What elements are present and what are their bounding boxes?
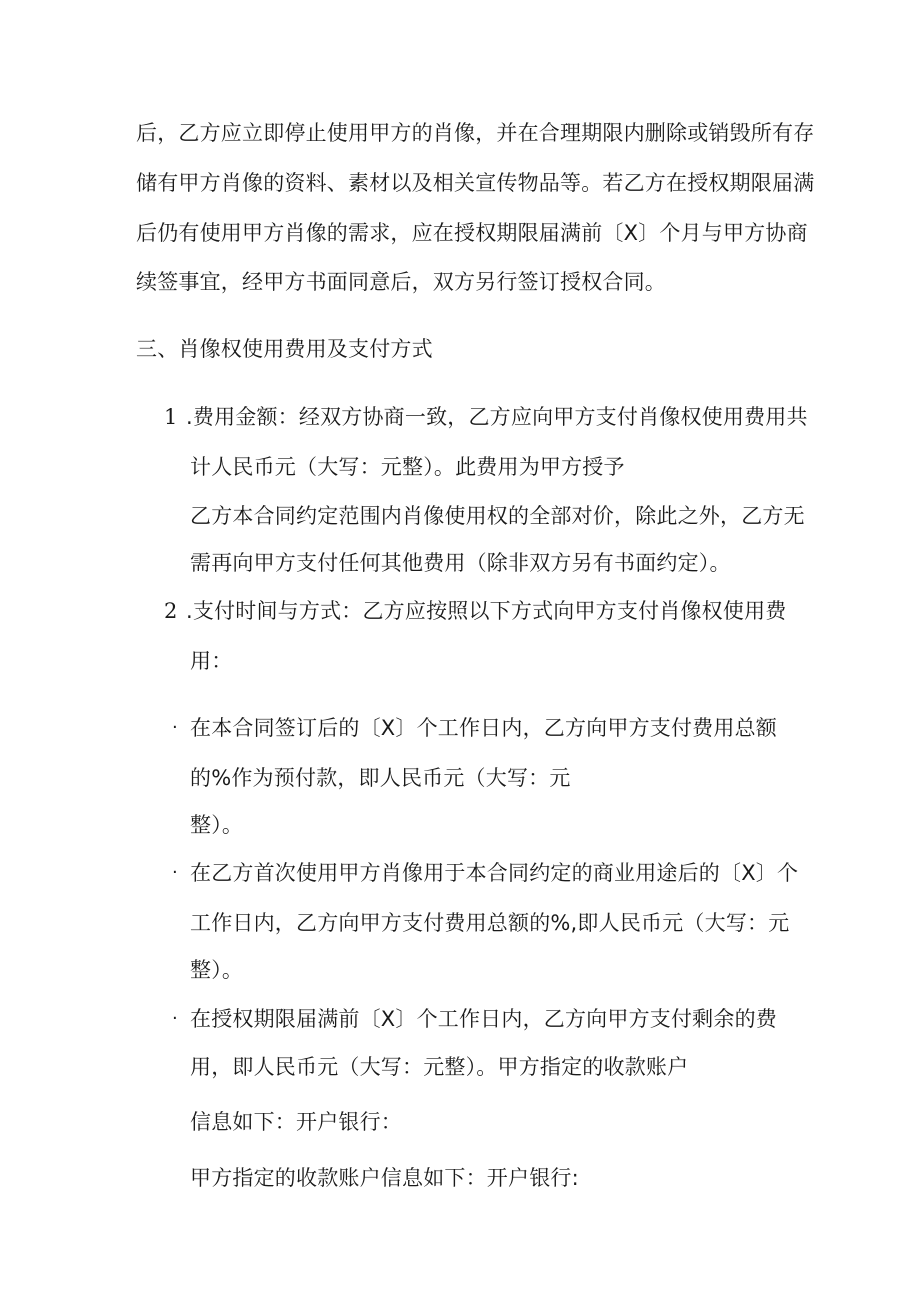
item-1-number: 1 (164, 405, 178, 429)
bullet-3-line-2: 用，即人民币元（大写：元整）。甲方指定的收款账户 (190, 1055, 689, 1079)
bullet-1-line-1: 在本合同签订后的〔X〕个工作日内，乙方向甲方支付费用总额 (190, 716, 777, 740)
item-1-line-3: 乙方本合同约定范围内肖像使用权的全部对价，除此之外，乙方无 (190, 504, 805, 528)
bullet-2-line-1: 在乙方首次使用甲方肖像用于本合同约定的商业用途后的〔X〕个 (190, 861, 799, 885)
bullet-2-line-2: 工作日内，乙方向甲方支付费用总额的%,即人民币元（大写：元 (190, 911, 790, 935)
intro-line-1: 后，乙方应立即停止使用甲方的肖像，并在合理期限内删除或销毁所有存 (136, 121, 815, 145)
item-2-line-1: .支付时间与方式：乙方应按照以下方式向甲方支付肖像权使用费 (186, 599, 787, 623)
bullet-2-line-3: 整）。 (190, 958, 244, 982)
bullet-1-marker: · (172, 717, 178, 738)
intro-line-4: 续签事宜，经甲方书面同意后，双方另行签订授权合同。 (136, 270, 666, 294)
item-1-line-4: 需再向甲方支付任何其他费用（除非双方另有书面约定）。 (190, 551, 731, 575)
item-1-line-2: 计人民币元（大写：元整）。此费用为甲方授予 (190, 455, 625, 479)
item-2-line-2: 用： (190, 649, 233, 673)
intro-line-3: 后仍有使用甲方肖像的需求，应在授权期限届满前〔X〕个月与甲方协商 (136, 221, 808, 245)
bullet-2-marker: · (172, 862, 178, 883)
bullet-3-line-4: 甲方指定的收款账户信息如下：开户银行: (190, 1166, 579, 1190)
bullet-3-marker: · (172, 1008, 178, 1029)
item-2-number: 2 (164, 599, 178, 623)
intro-line-2: 储有甲方肖像的资料、素材以及相关宣传物品等。若乙方在授权期限届满 (136, 171, 815, 195)
bullet-3-line-1: 在授权期限届满前〔X〕个工作日内，乙方向甲方支付剩余的费 (190, 1007, 777, 1031)
bullet-1-line-3: 整）。 (190, 813, 244, 837)
bullet-1-line-2: 的%作为预付款，即人民币元（大写：元 (190, 766, 571, 790)
section-heading: 三、肖像权使用费用及支付方式 (136, 337, 433, 361)
bullet-3-line-3: 信息如下：开户银行： (190, 1110, 402, 1134)
item-1-line-1: .费用金额：经双方协商一致，乙方应向甲方支付肖像权使用费用共 (186, 405, 808, 429)
